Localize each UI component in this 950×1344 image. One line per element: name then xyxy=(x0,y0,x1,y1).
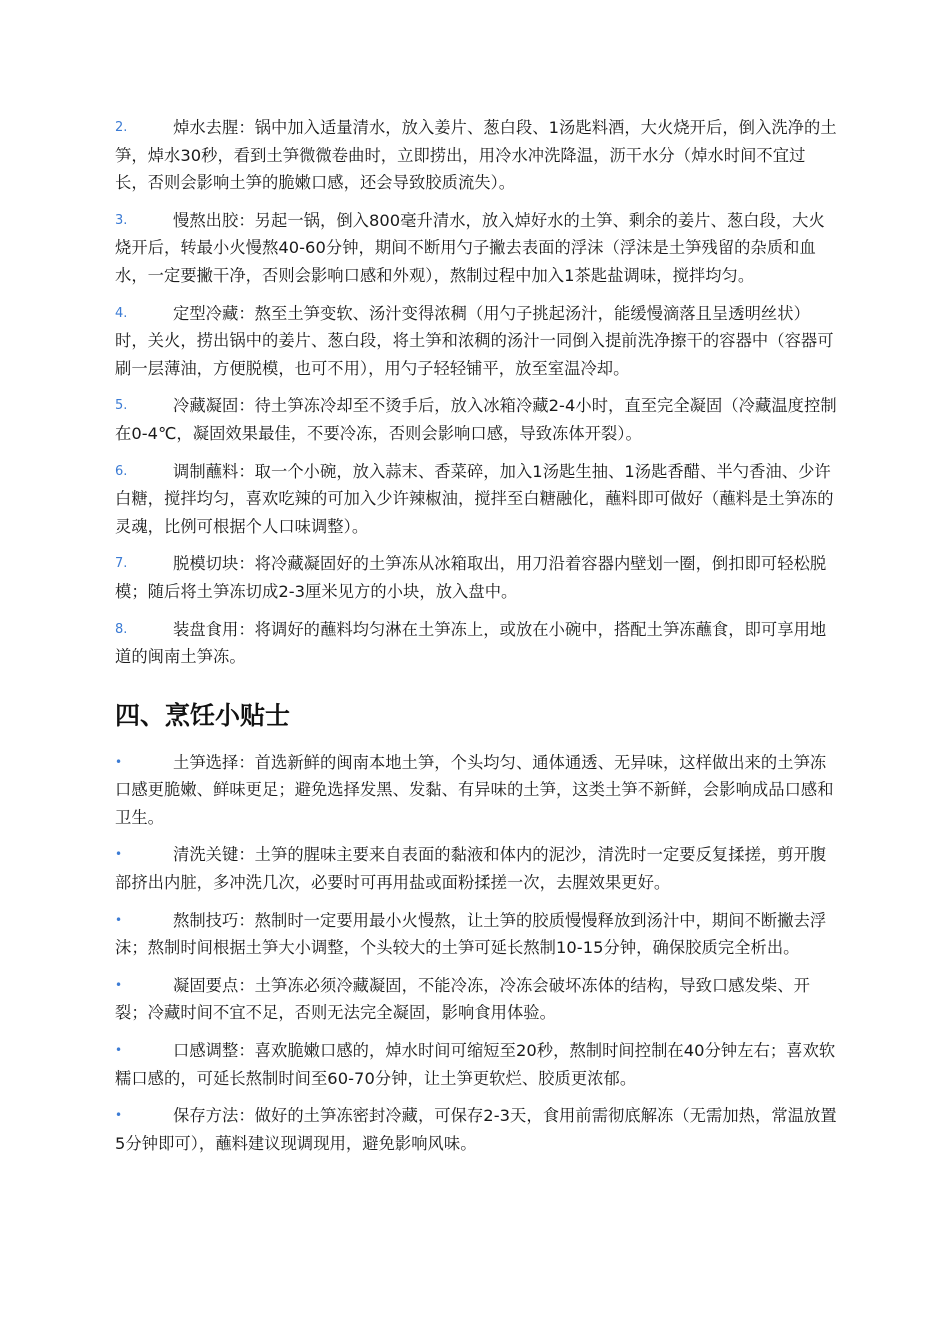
bullet-icon: • xyxy=(115,1043,123,1058)
bullet-icon: • xyxy=(115,847,123,862)
tip-text: 保存方法：做好的土笋冻密封冷藏，可保存2-3天，食用前需彻底解冻（无需加热，常温放置5分钟即可），蘸料建议现调现用，避免影响风味。 xyxy=(115,1106,837,1153)
step-number: 7. xyxy=(115,556,128,572)
step-number: 6. xyxy=(115,463,128,479)
tip-item-texture xyxy=(115,1037,838,1092)
section-heading-cooking-tips: 四、烹饪小贴士 xyxy=(115,700,291,730)
step-number: 4. xyxy=(115,305,128,321)
tip-item-cleaning xyxy=(115,841,838,896)
bullet-icon: • xyxy=(115,912,123,927)
step-number: 8. xyxy=(115,621,128,637)
step-text: 冷藏凝固：待土笋冻冷却至不烫手后，放入冰箱冷藏2-4小时，直至完全凝固（冷藏温度控制在0-4℃，凝固效果最佳，不要冷冻，否则会影响口感，导致冻体开裂）。 xyxy=(115,396,837,443)
step-item-3 xyxy=(115,207,838,290)
step-number: 3. xyxy=(115,212,128,228)
step-text: 脱模切块：将冷藏凝固好的土笋冻从冰箱取出，用刀沿着容器内壁划一圈，倒扣即可轻松脱模；随后将土笋冻切成2-3厘米见方的小块，放入盘中。 xyxy=(115,554,827,601)
step-item-7 xyxy=(115,550,838,605)
tip-text: 清洗关键：土笋的腥味主要来自表面的黏液和体内的泥沙，清洗时一定要反复揉搓，剪开腹部挤出内脏，多冲洗几次，必要时可再用盐或面粉揉搓一次，去腥效果更好。 xyxy=(115,845,827,893)
bullet-icon: • xyxy=(115,977,123,992)
bullet-icon: • xyxy=(115,1108,123,1123)
tip-item-storage xyxy=(115,1102,838,1157)
step-number: 5. xyxy=(115,398,128,414)
tip-item-setting xyxy=(115,972,838,1027)
step-item-4 xyxy=(115,300,838,383)
step-number: 2. xyxy=(115,120,128,135)
tip-text: 口感调整：喜欢脆嫩口感的，焯水时间可缩短至20秒，熬制时间控制在40分钟左右；喜欢软糯口感的，可延长熬制时间至60-70分钟，让土笋更软烂、胶质更浓郁。 xyxy=(115,1041,836,1088)
step-text: 定型冷藏：熬至土笋变软、汤汁变得浓稠（用勺子挑起汤汁，能缓慢滴落且呈透明丝状）时，关火，捞出锅中的姜片、葱白段，将土笋和浓稠的汤汁一同倒入提前洗净擦干的容器中（容器可刷一层薄油，方便脱模，也可不用），用勺子轻轻铺平，放至室温冷却。 xyxy=(115,303,834,378)
tip-text: 土笋选择：首选新鲜的闽南本地土笋，个头均匀、通体通透、无异味，这样做出来的土笋冻口感更脆嫩、鲜味更足；避免选择发黑、发黏、有异味的土笋，这类土笋不新鲜，会影响成品口感和卫生。 xyxy=(115,752,834,827)
step-text: 慢熬出胶：另起一锅，倒入800毫升清水，放入焯好水的土笋、剩余的姜片、葱白段，大火烧开后，转最小火慢熬40-60分钟，期间不断用勺子撇去表面的浮沫（浮沫是土笋残留的杂质和血水，一定要撇干净，否则会影响口感和外观），熬制过程中加入1茶匙盐调味，搅拌均匀。 xyxy=(115,210,825,285)
step-text: 装盘食用：将调好的蘸料均匀淋在土笋冻上，或放在小碗中，搭配土笋冻蘸食，即可享用地道的闽南土笋冻。 xyxy=(115,619,827,667)
tip-text: 熬制技巧：熬制时一定要用最小火慢熬，让土笋的胶质慢慢释放到汤汁中，期间不断撇去浮沫；熬制时间根据土笋大小调整，个头较大的土笋可延长熬制10-15分钟，确保胶质完全析出。 xyxy=(115,910,827,958)
tip-item-ingredient-selection xyxy=(115,749,838,832)
step-text: 调制蘸料：取一个小碗，放入蒜末、香菜碎，加入1汤匙生抽、1汤匙香醋、半勺香油、少许白糖，搅拌均匀，喜欢吃辣的可加入少许辣椒油，搅拌至白糖融化，蘸料即可做好（蘸料是土笋冻的灵魂，比例可根据个人口味调整）。 xyxy=(115,461,834,536)
bullet-icon: • xyxy=(115,754,123,769)
step-item-6 xyxy=(115,458,838,541)
tip-text: 凝固要点：土笋冻必须冷藏凝固，不能冷冻，冷冻会破坏冻体的结构，导致口感发柴、开裂；冷藏时间不宜不足，否则无法完全凝固，影响食用体验。 xyxy=(115,975,810,1023)
step-item-5 xyxy=(115,392,838,447)
step-item-8 xyxy=(115,616,838,671)
step-item-2 xyxy=(115,114,838,197)
step-text: 焯水去腥：锅中加入适量清水，放入姜片、葱白段、1汤匙料酒，大火烧开后，倒入洗净的土笋，焯水30秒，看到土笋微微卷曲时，立即捞出，用冷水冲洗降温，沥干水分（焯水时间不宜过长，否则会影响土笋的脆嫩口感，还会导致胶质流失）。 xyxy=(115,118,837,193)
tip-item-simmering xyxy=(115,907,838,962)
